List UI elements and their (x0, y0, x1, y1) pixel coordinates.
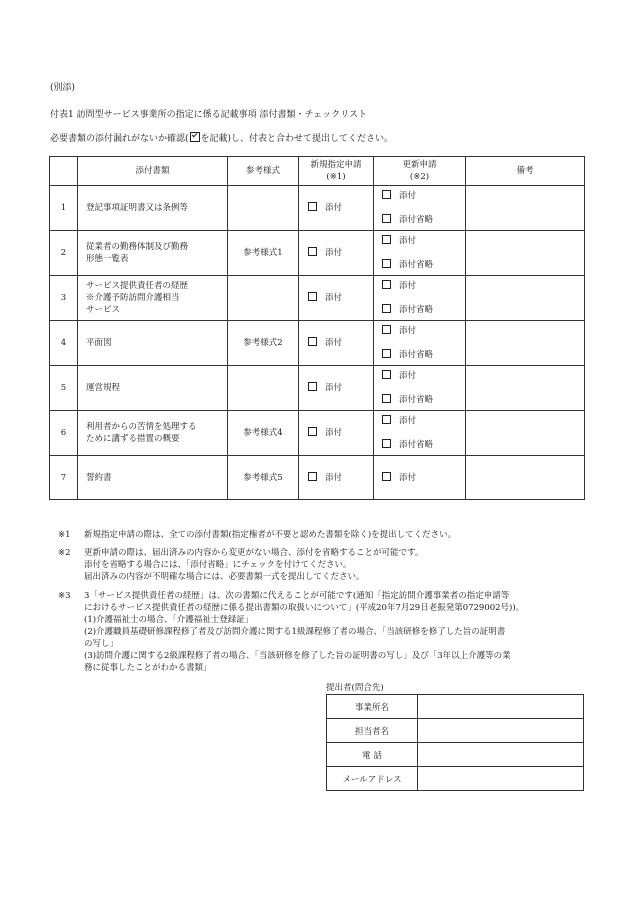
contact-person-field[interactable] (418, 719, 584, 743)
renewal-omit-option[interactable] (382, 439, 465, 451)
option-label: 添付省略 (399, 260, 434, 270)
checkbox-icon[interactable] (382, 472, 391, 481)
submitter-row (327, 695, 584, 719)
instruction-text-post: を記載)し、付表と合わせて提出してください。 (200, 134, 394, 144)
note-line: (1)介護福祉士の場合、「介護福祉士登録証」 (84, 615, 254, 625)
table-row (50, 366, 585, 411)
attachment-checklist-table (49, 156, 585, 500)
note-3 (58, 590, 598, 674)
new-application-cell (299, 321, 374, 366)
checkbox-icon[interactable] (308, 337, 317, 346)
new-application-cell (299, 411, 374, 456)
note-line: 更新申請の際は、届出済みの内容から変更がない場合、添付を省略することが可能です。 (84, 548, 424, 558)
table-row (50, 186, 585, 231)
table-row (50, 276, 585, 321)
note-line: 新規指定申請の際は、全ての添付書類(指定権者が不要と認めた書類を除く)を提出してください。 (84, 530, 457, 540)
row-document-name (78, 411, 228, 456)
note-line: (2)介護職員基礎研修課程修了者及び訪問介護に関する1級課程修了者の場合、「当該研修を修了した旨の証明書 (84, 627, 506, 637)
doc-line: ために講ずる措置の概要 (86, 434, 180, 444)
checkbox-icon[interactable] (382, 370, 391, 379)
submitter-row (327, 719, 584, 743)
new-application-cell (299, 186, 374, 231)
row-reference-form: 参考様式5 (228, 456, 299, 500)
option-label: 添付 (399, 371, 417, 381)
submitter-table (326, 694, 584, 791)
doc-line: 運営規程 (86, 383, 121, 393)
renewal-omit-option[interactable] (382, 259, 465, 271)
remarks-cell[interactable] (466, 186, 585, 231)
renewal-attach-option[interactable] (382, 190, 465, 202)
header-new-application (299, 157, 374, 186)
new-application-cell (299, 276, 374, 321)
new-attach-option[interactable] (308, 293, 342, 303)
remarks-cell[interactable] (466, 456, 585, 500)
table-row (50, 456, 585, 500)
new-attach-option[interactable] (308, 428, 342, 438)
renewal-application-cell (374, 231, 466, 276)
header-no (50, 157, 78, 186)
renewal-omit-option[interactable] (382, 304, 465, 316)
row-reference-form: 参考様式1 (228, 231, 299, 276)
renewal-attach-option[interactable] (382, 325, 465, 337)
checkbox-icon[interactable] (308, 202, 317, 211)
checkbox-icon[interactable] (308, 292, 317, 301)
checkbox-icon[interactable] (382, 394, 391, 403)
row-document-name (78, 456, 228, 500)
doc-line: 形態一覧表 (86, 254, 129, 264)
row-reference-form: 参考様式4 (228, 411, 299, 456)
checkbox-icon[interactable] (382, 214, 391, 223)
checkbox-icon[interactable] (382, 439, 391, 448)
office-name-field[interactable] (418, 695, 584, 719)
option-label: 添付 (325, 203, 343, 213)
row-reference-form: 参考様式2 (228, 321, 299, 366)
doc-line: 登記事項証明書又は条例等 (86, 203, 189, 213)
note-mark: ※2 (58, 548, 71, 558)
renewal-attach-option[interactable] (382, 415, 465, 427)
table-row (50, 231, 585, 276)
renewal-omit-option[interactable] (382, 394, 465, 406)
header-attached-document: 添付書類 (78, 157, 228, 186)
row-number: 7 (50, 456, 78, 500)
submitter-field-label: メールアドレス (327, 767, 418, 791)
renewal-application-cell (374, 456, 466, 500)
note-line: 務に従事したことがわかる書類」 (84, 663, 212, 673)
row-document-name (78, 321, 228, 366)
submitter-field-label: 担当者名 (327, 719, 418, 743)
row-document-name (78, 276, 228, 321)
phone-field[interactable] (418, 743, 584, 767)
submitter-field-label: 事業所名 (327, 695, 418, 719)
option-label: 添付 (325, 338, 343, 348)
new-attach-option[interactable] (308, 338, 342, 348)
checkbox-icon[interactable] (382, 349, 391, 358)
note-line: (3)訪問介護に関する2級課程修了者の場合、「当該研修を修了した旨の証明書の写し」及び「3年以上介護等の業 (84, 651, 511, 661)
option-label: 添付 (399, 326, 417, 336)
renewal-application-cell (374, 276, 466, 321)
note-line: 3「サービス提供責任者の経歴」は、次の書類に代えることが可能です(通知「指定訪問介護事業者の指定申請等 (84, 591, 510, 601)
note-mark: ※3 (58, 591, 71, 601)
instruction-text-pre: 必要書類の添付漏れがないか確認( (50, 134, 189, 144)
renewal-attach-option[interactable] (382, 280, 465, 292)
checkbox-icon[interactable] (308, 247, 317, 256)
submitter-row (327, 743, 584, 767)
new-application-cell (299, 366, 374, 411)
option-label: 添付省略 (399, 305, 434, 315)
remarks-cell[interactable] (466, 411, 585, 456)
submitter-row (327, 767, 584, 791)
submitter-field-label: 電 話 (327, 743, 418, 767)
new-attach-option[interactable] (308, 383, 342, 393)
option-label: 添付 (399, 416, 417, 426)
row-reference-form (228, 276, 299, 321)
doc-line: 利用者からの苦情を処理する (86, 422, 197, 432)
renewal-application-cell (374, 411, 466, 456)
table-row (50, 321, 585, 366)
row-number: 6 (50, 411, 78, 456)
renewal-application-cell (374, 186, 466, 231)
note-line: 添付を省略する場合には、「添付省略」にチェックを付けてください。 (84, 560, 352, 570)
renewal-omit-option[interactable] (382, 214, 465, 226)
remarks-cell[interactable] (466, 231, 585, 276)
header-reference-form: 参考様式 (228, 157, 299, 186)
renewal-omit-option[interactable] (382, 349, 465, 361)
option-label: 添付 (325, 293, 343, 303)
table-row (50, 411, 585, 456)
option-label: 添付 (399, 472, 417, 483)
row-document-name (78, 186, 228, 231)
checkbox-icon[interactable] (382, 415, 391, 424)
remarks-cell[interactable] (466, 321, 585, 366)
row-number: 4 (50, 321, 78, 366)
option-label: 添付 (325, 383, 343, 393)
appendix-tag: (別添) (50, 83, 76, 93)
option-label: 添付 (399, 236, 417, 246)
document-instruction (50, 131, 393, 144)
doc-line: サービス (86, 305, 121, 315)
email-field[interactable] (418, 767, 584, 791)
header-new-application-line1: 新規指定申請 (310, 160, 362, 170)
doc-line: サービス提供責任者の経歴 (86, 281, 189, 291)
doc-line: 平面図 (86, 338, 112, 348)
table-header-row (50, 157, 585, 186)
checkbox-icon[interactable] (382, 259, 391, 268)
renewal-attach-option[interactable] (382, 473, 416, 483)
row-reference-form (228, 366, 299, 411)
row-document-name (78, 231, 228, 276)
checkbox-icon[interactable] (308, 472, 317, 481)
checked-box-icon (190, 132, 200, 142)
renewal-attach-option[interactable] (382, 235, 465, 247)
header-renewal-application-line1: 更新申請 (402, 160, 437, 170)
option-label: 添付 (325, 472, 343, 483)
checkbox-icon[interactable] (382, 235, 391, 244)
checkbox-icon[interactable] (382, 280, 391, 289)
option-label: 添付 (399, 281, 417, 291)
row-number: 1 (50, 186, 78, 231)
renewal-application-cell (374, 366, 466, 411)
option-label: 添付省略 (399, 440, 434, 450)
new-application-cell (299, 231, 374, 276)
checkbox-icon[interactable] (382, 304, 391, 313)
document-title: 付表1 訪問型サービス事業所の指定に係る記載事項 添付書類・チェックリスト (50, 110, 367, 120)
row-document-name (78, 366, 228, 411)
checkbox-icon[interactable] (308, 427, 317, 436)
option-label: 添付省略 (399, 395, 434, 405)
row-reference-form (228, 186, 299, 231)
option-label: 添付 (325, 428, 343, 438)
note-1 (58, 529, 598, 541)
header-new-application-line2: (※1) (326, 172, 346, 182)
row-number: 5 (50, 366, 78, 411)
option-label: 添付省略 (399, 350, 434, 360)
new-attach-option[interactable] (308, 203, 342, 213)
note-2 (58, 547, 598, 583)
new-application-cell (299, 456, 374, 500)
submitter-label: 提出者(問合先) (326, 683, 384, 693)
header-renewal-application-line2: (※2) (409, 172, 430, 182)
option-label: 添付 (399, 191, 417, 201)
row-number: 2 (50, 231, 78, 276)
remarks-cell[interactable] (466, 276, 585, 321)
new-attach-option[interactable] (308, 473, 342, 483)
new-attach-option[interactable] (308, 248, 342, 258)
checkbox-icon[interactable] (382, 190, 391, 199)
renewal-application-cell (374, 321, 466, 366)
checkbox-icon[interactable] (308, 382, 317, 391)
header-renewal-application (374, 157, 466, 186)
doc-line: 誓約書 (86, 472, 112, 483)
row-number: 3 (50, 276, 78, 321)
note-line: 届出済みの内容が不明確な場合には、必要書類一式を提出してください。 (84, 572, 365, 582)
renewal-attach-option[interactable] (382, 370, 465, 382)
doc-line: 従業者の勤務体制及び勤務 (86, 242, 189, 252)
doc-line: ※介護予防訪問介護相当 (86, 293, 180, 303)
note-line: の写し」 (84, 639, 119, 649)
option-label: 添付省略 (399, 215, 434, 225)
option-label: 添付 (325, 248, 343, 258)
note-mark: ※1 (58, 530, 71, 540)
remarks-cell[interactable] (466, 366, 585, 411)
note-line: におけるサービス提供責任者の経歴に係る提出書類の取扱いについて」(平成20年7月29日老振発第0729002号))。 (84, 603, 525, 613)
checkbox-icon[interactable] (382, 325, 391, 334)
header-remarks: 備考 (466, 157, 585, 186)
